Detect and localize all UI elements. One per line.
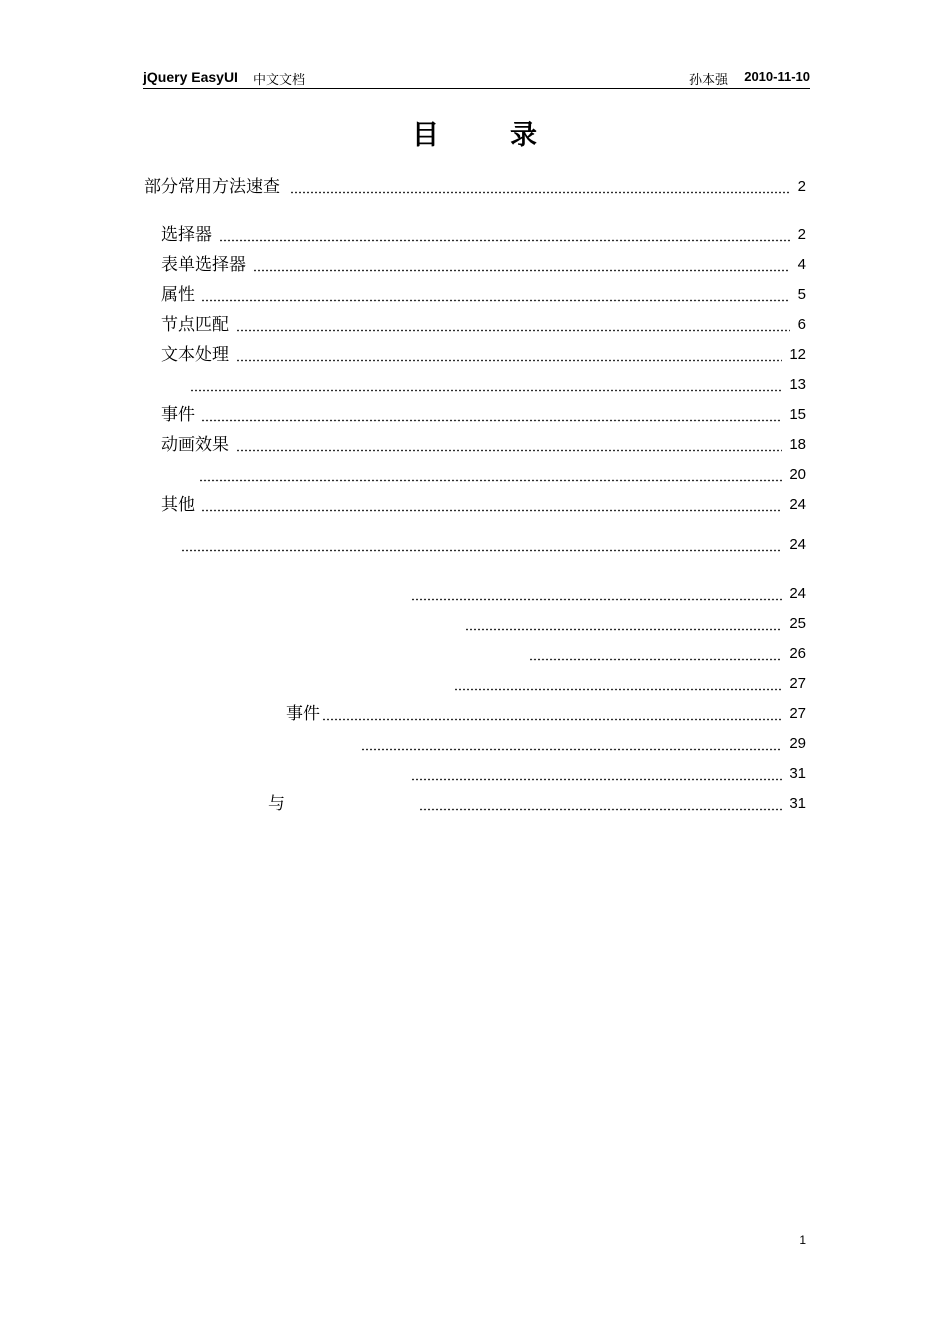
toc-entry[interactable] xyxy=(161,464,806,486)
toc-leader xyxy=(201,494,782,516)
toc-entry-page: 26 xyxy=(789,645,806,662)
toc-entry-page: 27 xyxy=(789,705,806,722)
toc-entry-page: 20 xyxy=(789,466,806,483)
toc-entry-connector: 与 xyxy=(268,794,285,814)
toc-leader xyxy=(454,673,782,695)
toc-leader xyxy=(236,344,782,366)
toc-leader xyxy=(201,284,790,306)
toc-heading xyxy=(0,113,950,153)
toc-entry-label: 事件 xyxy=(161,405,195,425)
toc-entry-label: 表单选择器 xyxy=(161,255,246,275)
toc-entry-page: 31 xyxy=(789,765,806,782)
toc-leader xyxy=(419,793,782,815)
toc-entry[interactable] xyxy=(161,314,806,336)
toc-entry[interactable] xyxy=(161,374,806,396)
toc-leader xyxy=(290,176,790,198)
toc-entry-label: 动画效果 xyxy=(161,435,229,455)
toc-entry[interactable] xyxy=(144,176,806,198)
toc-entry[interactable] xyxy=(161,763,806,785)
toc-leader xyxy=(411,763,782,785)
toc-entry-page: 15 xyxy=(789,406,806,423)
toc-entry-page: 24 xyxy=(789,585,806,602)
toc-entry-page: 6 xyxy=(797,316,806,333)
toc-leader xyxy=(236,434,782,456)
toc-entry-page: 24 xyxy=(789,496,806,513)
toc-leader xyxy=(201,404,782,426)
toc-entry-page: 18 xyxy=(789,436,806,453)
toc-leader xyxy=(253,254,790,276)
toc-leader xyxy=(199,464,782,486)
toc-leader xyxy=(190,374,782,396)
toc-entry[interactable] xyxy=(161,534,806,556)
page-header xyxy=(143,68,810,89)
toc-entry-page: 4 xyxy=(797,256,806,273)
toc-entry-label: 事件 xyxy=(286,704,320,724)
toc-entry-label: 属性 xyxy=(161,285,195,305)
toc-leader xyxy=(181,534,782,556)
toc-entry[interactable] xyxy=(161,344,806,366)
toc-leader xyxy=(322,703,782,725)
toc-leader xyxy=(465,613,782,635)
toc-entry[interactable] xyxy=(161,613,806,635)
header-author: 孙本强 xyxy=(688,73,728,88)
toc-entry-label: 节点匹配 xyxy=(161,315,229,335)
toc-entry[interactable] xyxy=(161,643,806,665)
toc-entry[interactable] xyxy=(161,254,806,276)
header-date: 2010-11-10 xyxy=(744,69,810,84)
toc-entry[interactable] xyxy=(161,733,806,755)
toc-entry-page: 29 xyxy=(789,735,806,752)
toc-entry[interactable] xyxy=(161,494,806,516)
toc-leader xyxy=(219,224,790,246)
toc-entry-page: 25 xyxy=(789,615,806,632)
toc-entry-label: 部分常用方法速查 xyxy=(144,177,280,197)
toc-entry-page: 24 xyxy=(789,536,806,553)
toc-entry-page: 31 xyxy=(789,795,806,812)
toc-entry-page: 27 xyxy=(789,675,806,692)
toc-heading-char: 目 xyxy=(412,120,439,151)
toc-entry[interactable] xyxy=(161,404,806,426)
toc-heading-char: 录 xyxy=(510,120,537,151)
toc-entry-label: 其他 xyxy=(161,495,195,515)
toc-entry-page: 12 xyxy=(789,346,806,363)
toc-entry[interactable] xyxy=(161,434,806,456)
toc-entry[interactable] xyxy=(161,284,806,306)
toc-entry-page: 13 xyxy=(789,376,806,393)
toc-entry[interactable] xyxy=(161,583,806,605)
toc-entry[interactable] xyxy=(286,703,806,725)
toc-entry-page: 5 xyxy=(797,286,806,303)
toc-leader xyxy=(361,733,782,755)
header-title: jQuery EasyUI xyxy=(143,69,238,85)
toc-entry-page: 2 xyxy=(797,178,806,195)
toc-entry-label: 选择器 xyxy=(161,225,212,245)
toc-entry[interactable] xyxy=(161,673,806,695)
toc-leader xyxy=(529,643,782,665)
toc-entry[interactable] xyxy=(161,224,806,246)
toc-leader xyxy=(236,314,790,336)
toc-leader xyxy=(411,583,782,605)
header-subtitle: 中文文档 xyxy=(253,73,306,88)
page-number: 1 xyxy=(799,1233,806,1247)
toc-entry[interactable] xyxy=(161,793,806,815)
toc-entry-label: 文本处理 xyxy=(161,345,229,365)
toc-entry-page: 2 xyxy=(797,226,806,243)
